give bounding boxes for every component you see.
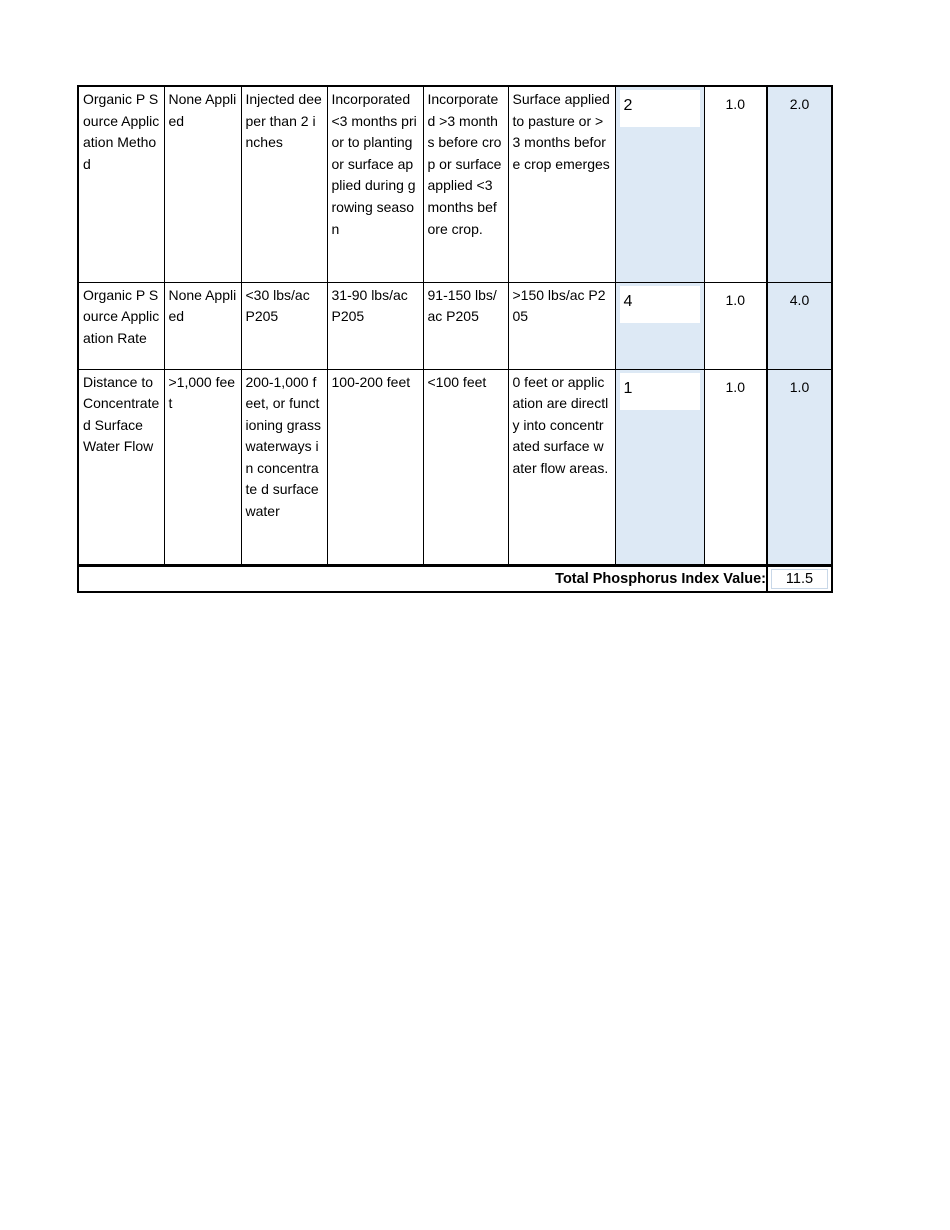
level-cell: 0 feet or application are directly into concentrated surface water flow areas.: [508, 369, 615, 565]
factor-name-cell: Distance to Concentrate d Surface Water Flow: [78, 369, 164, 565]
value-cell: 4.0: [767, 282, 832, 369]
level-cell: >1,000 feet: [164, 369, 241, 565]
weight-cell: 1.0: [704, 282, 767, 369]
factor-name-cell: Organic P Source Application Method: [78, 86, 164, 282]
total-value: 11.5: [771, 569, 828, 589]
level-cell: Incorporated <3 months prior to planting or surface applied during growing season: [327, 86, 423, 282]
score-input[interactable]: 1: [620, 373, 700, 410]
phosphorus-index-table: [77, 85, 833, 593]
level-cell: <30 lbs/ac P205: [241, 282, 327, 369]
total-row: [78, 565, 832, 592]
level-cell: 100-200 feet: [327, 369, 423, 565]
total-label: Total Phosphorus Index Value:: [78, 565, 767, 592]
score-input[interactable]: 2: [620, 90, 700, 127]
input-cell: [615, 369, 704, 565]
input-cell: [615, 86, 704, 282]
value-cell: 1.0: [767, 369, 832, 565]
total-value-cell: [767, 565, 832, 592]
level-cell: <100 feet: [423, 369, 508, 565]
level-cell: Injected deeper than 2 inches: [241, 86, 327, 282]
level-cell: >150 lbs/ac P205: [508, 282, 615, 369]
level-cell: Incorporate d >3 months before crop or surface applied <3 months before crop.: [423, 86, 508, 282]
level-cell: 200-1,000 feet, or functioning grass waterways in concentrate d surface water: [241, 369, 327, 565]
table-row: [78, 369, 832, 565]
level-cell: None Applied: [164, 86, 241, 282]
table-row: [78, 282, 832, 369]
table-row: [78, 86, 832, 282]
weight-cell: 1.0: [704, 369, 767, 565]
input-cell: [615, 282, 704, 369]
level-cell: 91-150 lbs/ac P205: [423, 282, 508, 369]
level-cell: None Applied: [164, 282, 241, 369]
score-input[interactable]: 4: [620, 286, 700, 323]
value-cell: 2.0: [767, 86, 832, 282]
weight-cell: 1.0: [704, 86, 767, 282]
level-cell: 31-90 lbs/ac P205: [327, 282, 423, 369]
factor-name-cell: Organic P Source Application Rate: [78, 282, 164, 369]
level-cell: Surface applied to pasture or >3 months before crop emerges: [508, 86, 615, 282]
